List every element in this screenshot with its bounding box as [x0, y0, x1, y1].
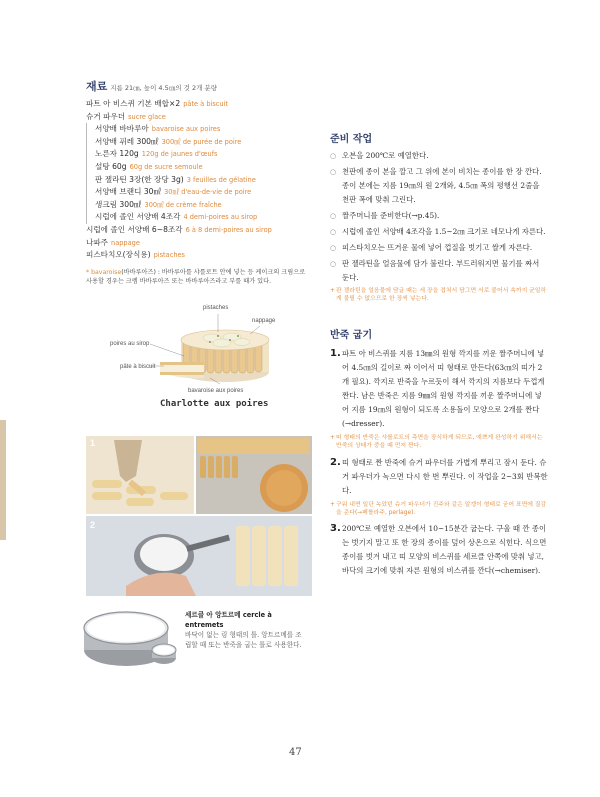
ingredient-item	[86, 237, 316, 250]
binding-edge	[0, 420, 6, 540]
step-text: 200℃로 예열한 오븐에서 10~15분간 굽는다. 구울 때 깐 종이는 벗기지 말고 또 한 장의 종이를 덮어 상온으로 식힌다. 식으면 종이를 벗겨 내고 띠 모양의 비스퀴를 세르클 안쪽에 맞춰 넣고, 바닥의 크기에 맞춰 자른 원형의 비스퀴를 깐다(→chemiser).	[342, 524, 547, 576]
ingredients-title: 재료 지름 21㎝, 높이 4.5㎝의 것 2개 분량	[86, 80, 217, 93]
ingredient-french: 300㎖ de crème fraîche	[144, 200, 222, 209]
photo-number-2: 2	[90, 520, 96, 530]
ingredient-item	[86, 136, 316, 149]
ingredient-french: nappage	[111, 238, 140, 247]
ingredient-french: 4 demi-poires au sirop	[183, 213, 258, 222]
prep-item: ○ 판 젤라틴을 얼음물에 담가 불린다. 부드러워지면 물기를 짜서 둔다.	[330, 257, 548, 285]
prep-item: ○ 피스타치오는 뜨거운 물에 넣어 껍질을 벗기고 쌀게 자른다.	[330, 241, 548, 255]
step-sub-note: + 구워 내면 일단 녹았던 슈거 파우더가 진주와 같은 알갱이 형태로 굳어 표면에 질감을 준다(→페를라주, perlage).	[330, 501, 548, 518]
ingredient-french: 60g de sucre semoule	[129, 162, 203, 171]
step-text: 띠 형태로 짠 반죽에 슈거 파우더를 가볍게 뿌리고 잠시 둔다. 슈거 파우더가 녹으면 다시 한 번 뿌린다. 이 작업을 2~3회 반복한다.	[342, 457, 548, 495]
step-number: 1.	[330, 347, 341, 359]
prep-item: ○ 천판에 종이 본을 깔고 그 위에 본이 비치는 종이를 한 장 깐다. 종이 본에는 지름 19㎝의 원 2개와, 4.5㎝ 폭의 평행선 2줄을 천판 폭에 맞춰 그린다.	[330, 165, 548, 207]
ingredient-french: sucre glace	[128, 112, 166, 121]
ingredients-panel	[86, 78, 316, 262]
ingredient-french: 300㎖ de purée de poire	[161, 137, 242, 146]
cake-illustration	[160, 330, 269, 382]
label-nappage: nappage	[252, 318, 276, 324]
ingredient-french: 30㎖ d'eau-de-vie de poire	[164, 188, 252, 197]
prep-list	[330, 149, 548, 285]
note-term: bavaroise	[91, 269, 122, 276]
ingredient-item	[86, 161, 316, 174]
bake-step	[330, 347, 548, 431]
ingredient-french: bavaroise aux poires	[151, 125, 221, 134]
ring-caption-text: 바닥이 없는 링 형태의 틀. 앙트르메를 조립할 때 또는 반죽을 굽는 틀로 사용한다.	[185, 631, 302, 649]
ingredient-item	[86, 111, 316, 124]
ingredient-name: 파트 아 비스퀴 기본 배합×2	[86, 99, 181, 108]
ingredient-french: 6 à 8 demi-poires au sirop	[185, 225, 272, 234]
ingredient-item	[86, 199, 316, 212]
ingredients-subtitle: 지름 21㎝, 높이 4.5㎝의 것 2개 분량	[110, 84, 217, 92]
ingredient-name: 시럽에 졸인 서양배 4조각	[95, 212, 181, 222]
prep-item: ○ 짤주머니를 준비한다(→p.45).	[330, 209, 548, 223]
label-pate: pâte à biscuit	[120, 364, 156, 370]
ingredient-item	[86, 249, 316, 262]
ring-caption-title: 세르클 아 앙트르메 cercle à entremets	[185, 611, 272, 629]
ingredient-item	[86, 224, 316, 237]
ingredient-name: 슈거 파우더	[86, 111, 126, 121]
photo-2	[86, 516, 312, 596]
step-photos	[86, 436, 312, 596]
ingredient-item	[86, 211, 316, 224]
charlotte-caption: Charlotte aux poires	[160, 399, 269, 409]
step-text: 파트 아 비스퀴를 지름 13㎜의 원형 깍지를 끼운 짤주머니에 넣어 4.5㎝의 길이로 짜 이어서 띠 형태로 만든다(63㎝의 띠가 2개 필요). 깍지로 반죽을 누르듯이 해서 깍지의 지름보다 두껍게 짠다. 남은 반죽은 지름 9㎜의 원형 깍지를 끼운 짤주머니에 넣어 지름 19㎝의 원형이 되도록 소용돌이 모양으로 2개를 짠다(→dresser).	[342, 348, 545, 428]
label-bavaroise: bavaroise aux poires	[188, 388, 244, 394]
step-sub-note: + 띠 형태의 반죽은 샤를로트의 측면을 장식하게 되므로, 예쁘게 완성하기 위해서는 반죽의 상태가 중을 때 먼저 짠다.	[330, 434, 548, 451]
ingredient-name: 서양배 바바루아	[95, 124, 149, 134]
ingredient-french: 3 feuilles de gélatine	[186, 175, 256, 184]
bavaroise-note: * bavaroise(바바루아즈) : 바바루아를 샤를로트 안에 넣는 등 케이크의 크림으로 사용할 경우는 크렘 바바루아즈 또는 바바루아즈라고 부를 때가 있다.	[86, 269, 306, 286]
prep-title: 준비 작업	[330, 134, 373, 145]
ingredient-name: 설탕 60g	[95, 161, 127, 171]
prep-item: ○ 오븐을 200℃로 예열한다.	[330, 149, 548, 163]
step-number: 2.	[330, 456, 341, 468]
label-poires: poires au sirop	[110, 341, 150, 347]
bake-step	[330, 522, 548, 578]
photo-1b	[196, 436, 312, 514]
step-number: 3.	[330, 523, 341, 535]
ingredient-french: 120g de jaunes d'œufs	[141, 150, 218, 159]
note-text: (바바루아즈) : 바바루아를 샤를로트 안에 넣는 등 케이크의 크림으로 사용할 경우는 크렘 바바루아즈 또는 바바루아즈라고 부를 때가 있다.	[86, 269, 306, 286]
ring-caption	[185, 610, 305, 650]
ingredient-item	[86, 174, 316, 187]
photo-number-1: 1	[90, 438, 96, 448]
prep-sub-note: + 판 젤라틴을 얼음물에 담글 때는 세 장을 겹쳐서 담그면 서로 붙어서 속까지 균일하게 불릴 수 없으므로 한 장씩 넣는다.	[330, 287, 548, 304]
bake-step	[330, 456, 548, 498]
ingredient-name: 서양배 퓌레 300㎖	[95, 136, 159, 146]
ingredient-name: 시럽에 졸인 서양배 6~8조각	[86, 224, 183, 234]
page-number: 47	[289, 747, 302, 758]
instructions-column	[330, 130, 548, 581]
ingredient-name: 판 젤라틴 3장(한 장당 3g)	[95, 174, 184, 184]
cercle-rings-photo	[76, 602, 186, 674]
ingredient-french: pistaches	[153, 251, 185, 260]
ingredient-item	[86, 98, 316, 111]
ingredient-name: 생크림 300㎖	[95, 199, 142, 209]
bake-list	[330, 347, 548, 579]
prep-item: ○ 시럽에 졸인 서양배 4조각을 1.5~2㎝ 크기로 네모나게 자른다.	[330, 225, 548, 239]
ingredient-name: 노른자 120g	[95, 149, 139, 159]
ingredient-item	[86, 148, 316, 161]
ingredient-french: pâte à biscuit	[183, 100, 228, 108]
ingredient-name: 서양배 브랜디 30㎖	[95, 187, 162, 197]
ingredient-item	[86, 186, 316, 199]
ingredient-name: 나파주	[86, 237, 109, 247]
label-pistaches: pistaches	[203, 305, 229, 311]
ingredient-name: 피스타치오(장식용)	[86, 250, 151, 260]
ingredient-item	[86, 123, 316, 136]
photo-1a	[86, 436, 194, 514]
ingredients-list	[86, 98, 316, 262]
bake-title: 반죽 굽기	[330, 329, 373, 341]
